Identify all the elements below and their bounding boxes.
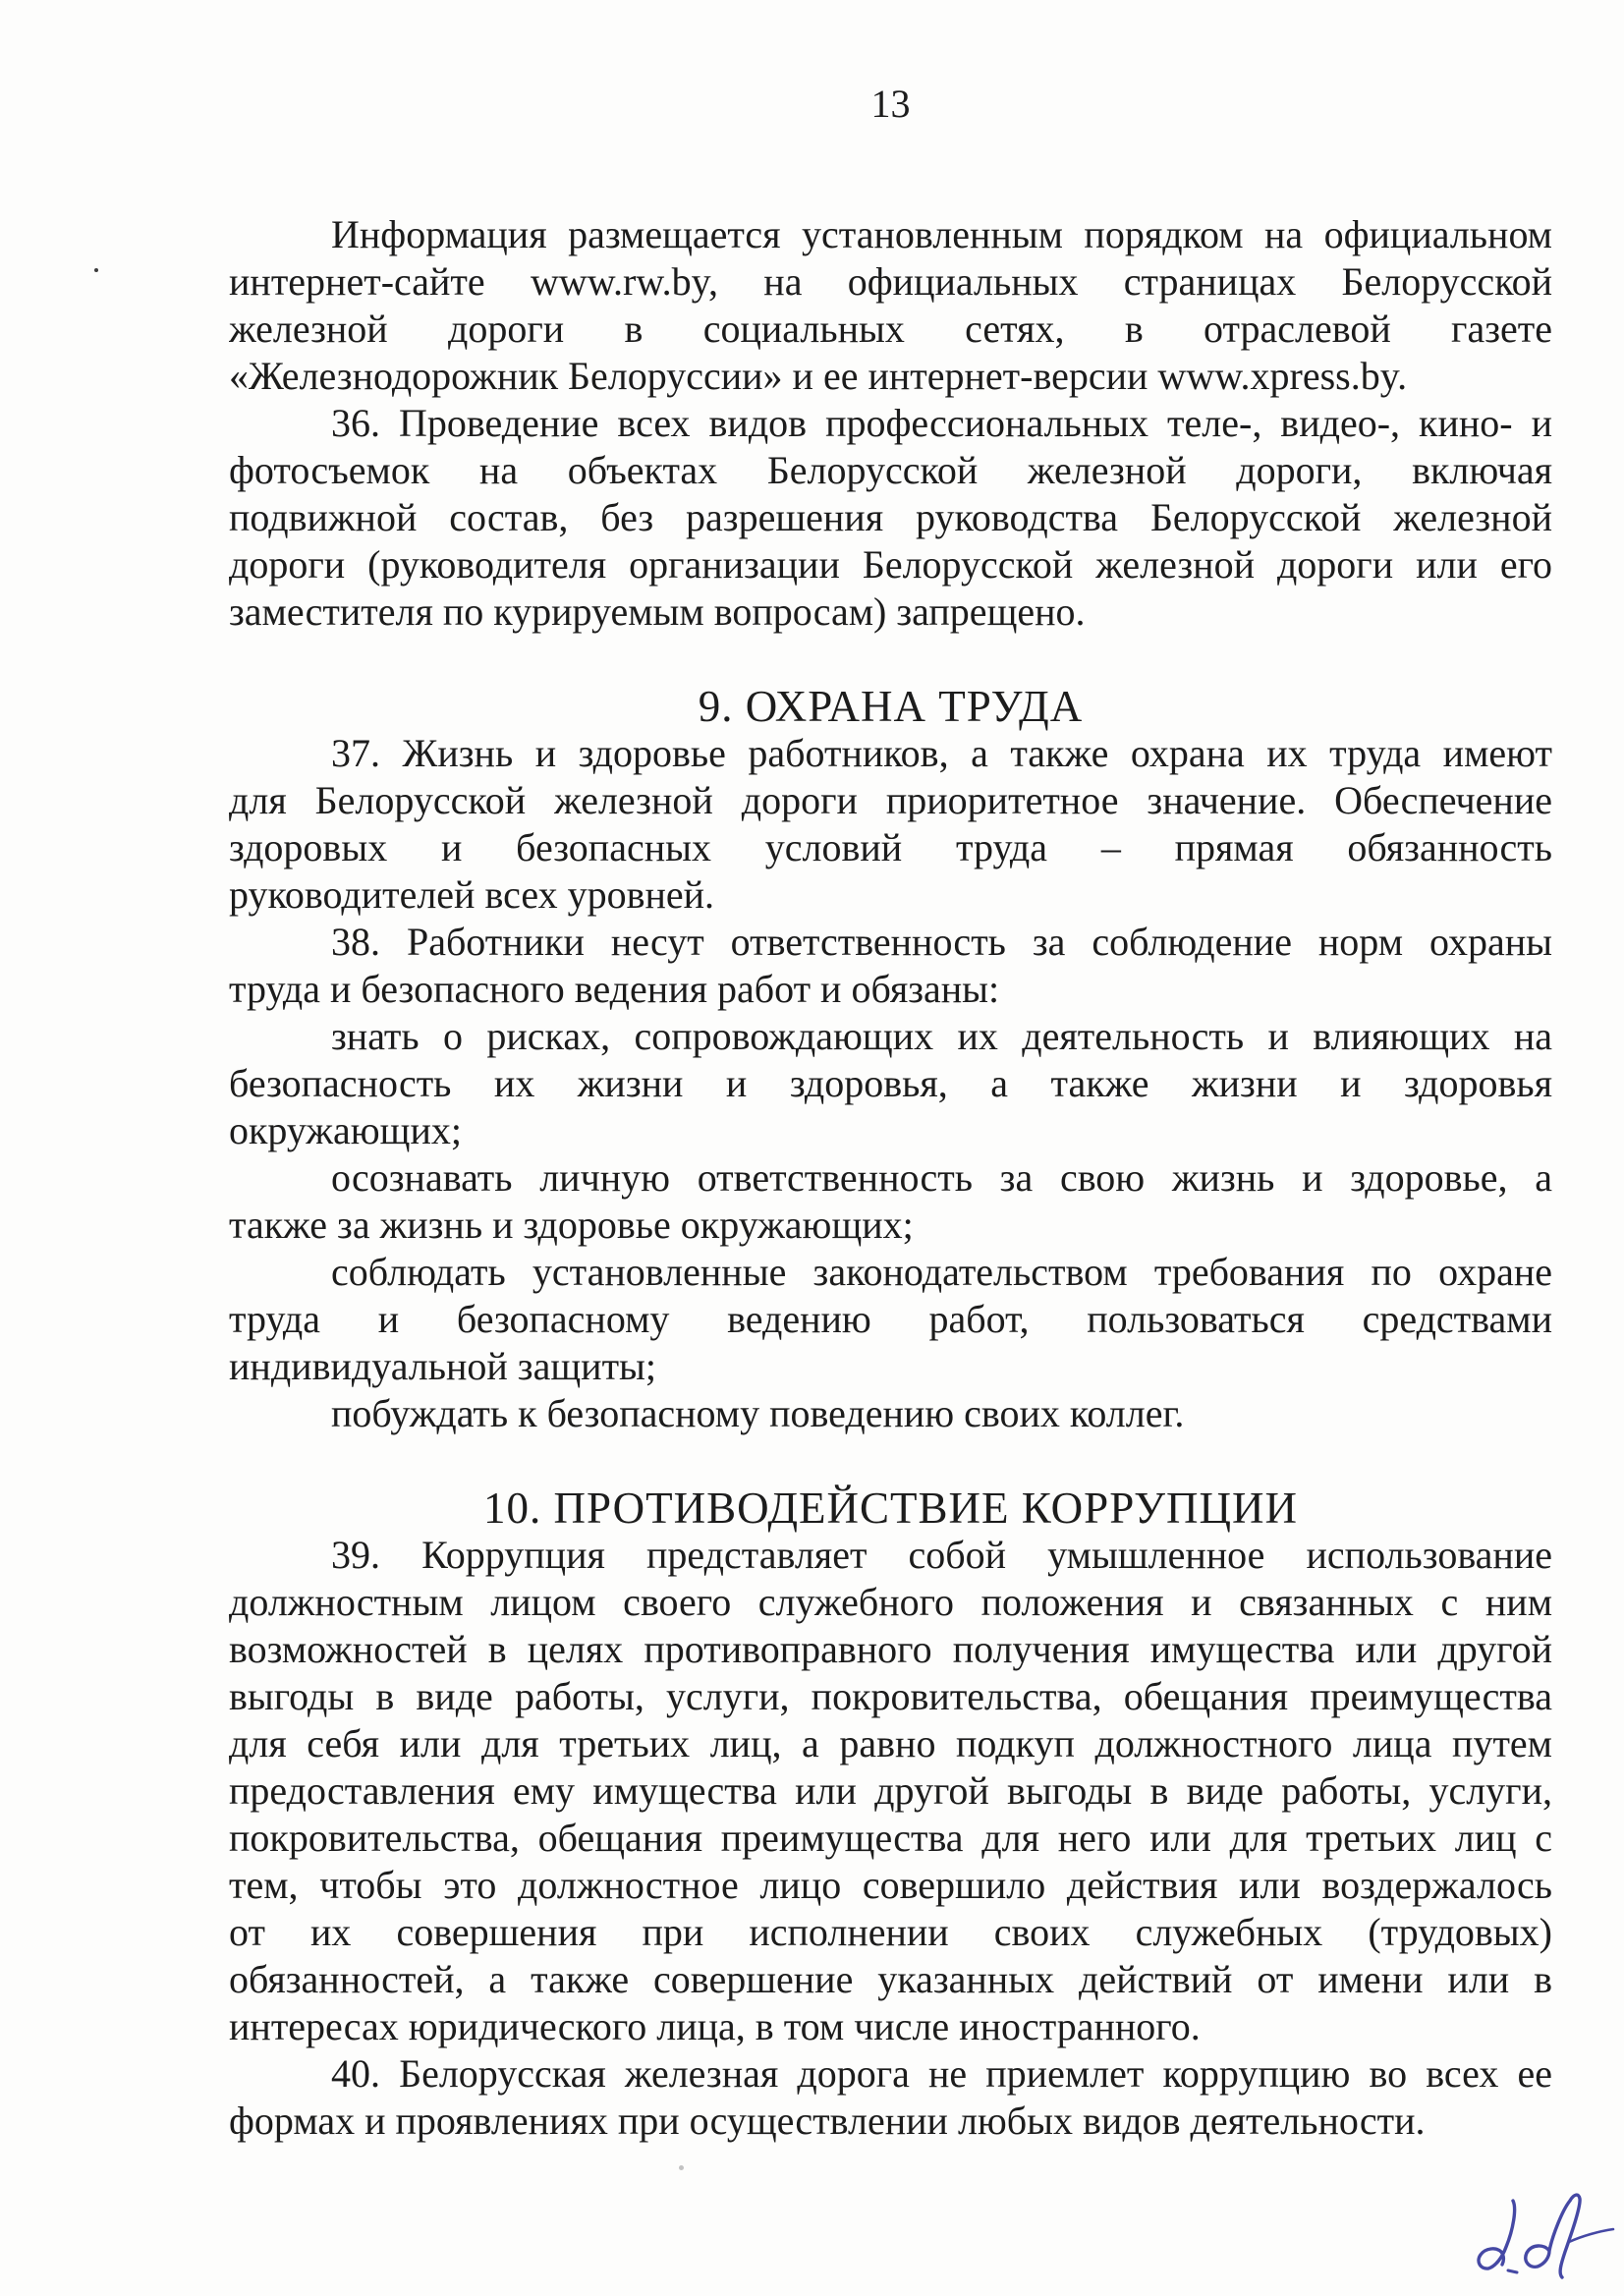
- text-line: железной дороги в социальных сетях, в отраслевой газете: [229, 307, 1552, 351]
- text-line: окружающих;: [229, 1108, 462, 1152]
- text-line: здоровых и безопасных условий труда – прямая обязанность: [229, 825, 1552, 869]
- handwritten-signature: [1464, 2189, 1621, 2287]
- text-line: труда и безопасного ведения работ и обязаны:: [229, 967, 1000, 1011]
- text-line: знать о рисках, сопровождающих их деятельность и влияющих на: [331, 1014, 1552, 1058]
- section-heading: 9. ОХРАНА ТРУДА: [698, 682, 1084, 731]
- text-line: должностным лицом своего служебного положения и связанных с ним: [229, 1580, 1552, 1624]
- text-line: 40. Белорусская железная дорога не приемлет коррупцию во всех ее: [331, 2051, 1552, 2096]
- text-line: осознавать личную ответственность за свою жизнь и здоровье, а: [331, 1155, 1552, 1200]
- signature-dot: [1508, 2270, 1517, 2272]
- text-line: труда и безопасному ведению работ, пользоваться средствами: [229, 1297, 1552, 1341]
- text-line: покровительства, обещания преимущества для него или для третьих лиц с: [229, 1816, 1552, 1860]
- text-line: предоставления ему имущества или другой выгоды в виде работы, услуги,: [229, 1768, 1552, 1813]
- document-body: [229, 211, 1552, 2145]
- paragraph: [229, 1532, 1552, 2050]
- text-line: возможностей в целях противоправного получения имущества или другой: [229, 1627, 1552, 1671]
- scan-speck: [94, 268, 98, 272]
- paragraph: [229, 400, 1552, 636]
- text-line: 38. Работники несут ответственность за соблюдение норм охраны: [331, 920, 1552, 964]
- text-line: побуждать к безопасному поведению своих коллег.: [331, 1391, 1185, 1435]
- text-line: «Железнодорожник Белоруссии» и ее интернет-версии www.xpress.by.: [229, 354, 1408, 398]
- text-line: выгоды в виде работы, услуги, покровительства, обещания преимущества: [229, 1674, 1552, 1718]
- text-line: индивидуальной защиты;: [229, 1344, 657, 1388]
- text-line: интересах юридического лица, в том числе иностранного.: [229, 2004, 1201, 2048]
- text-line: обязанностей, а также совершение указанных действий от имени или в: [229, 1957, 1552, 2001]
- text-line: для себя или для третьих лиц, а равно подкуп должностного лица путем: [229, 1721, 1552, 1765]
- text-line: от их совершения при исполнении своих служебных (трудовых): [229, 1910, 1552, 1954]
- text-line: фотосъемок на объектах Белорусской железной дороги, включая: [229, 448, 1552, 492]
- text-line: тем, чтобы это должностное лицо совершило действия или воздержалось: [229, 1863, 1552, 1907]
- text-line: также за жизнь и здоровье окружающих;: [229, 1203, 914, 1247]
- text-line: соблюдать установленные законодательством требования по охране: [331, 1250, 1552, 1294]
- text-line: интернет-сайте www.rw.by, на официальных страницах Белорусской: [229, 259, 1552, 304]
- text-line: 37. Жизнь и здоровье работников, а также охрана их труда имеют: [331, 731, 1552, 775]
- text-line: формах и проявлениях при осуществлении любых видов деятельности.: [229, 2099, 1426, 2143]
- scan-speck: [679, 2165, 684, 2170]
- text-line: для Белорусской железной дороги приоритетное значение. Обеспечение: [229, 778, 1552, 822]
- text-line: заместителя по курируемым вопросам) запрещено.: [229, 589, 1086, 634]
- text-line: руководителей всех уровней.: [229, 872, 715, 917]
- text-line: 39. Коррупция представляет собой умышленное использование: [331, 1533, 1552, 1577]
- signature-initial-1: [1479, 2201, 1515, 2268]
- paragraph: [229, 730, 1552, 919]
- section-heading: 10. ПРОТИВОДЕЙСТВИЕ КОРРУПЦИИ: [483, 1484, 1298, 1533]
- paragraph: [229, 211, 1552, 400]
- text-line: подвижной состав, без разрешения руководства Белорусской железной: [229, 495, 1552, 539]
- text-line: безопасность их жизни и здоровья, а также жизни и здоровья: [229, 1061, 1552, 1105]
- paragraph: [229, 1013, 1552, 1154]
- text-line: Информация размещается установленным порядком на официальном: [331, 212, 1552, 256]
- text-line: дороги (руководителя организации Белорусской железной дороги или его: [229, 542, 1552, 587]
- text-line: 36. Проведение всех видов профессиональных теле-, видео-, кино- и: [331, 401, 1552, 445]
- paragraph: [229, 2050, 1552, 2145]
- page-number: 13: [870, 82, 911, 126]
- signature-initial-2: [1526, 2195, 1580, 2277]
- signature-flourish-dash: [1569, 2229, 1613, 2242]
- paragraph: [229, 1249, 1552, 1390]
- paragraph: [229, 1390, 1552, 1437]
- paragraph: [229, 1154, 1552, 1249]
- paragraph: [229, 919, 1552, 1013]
